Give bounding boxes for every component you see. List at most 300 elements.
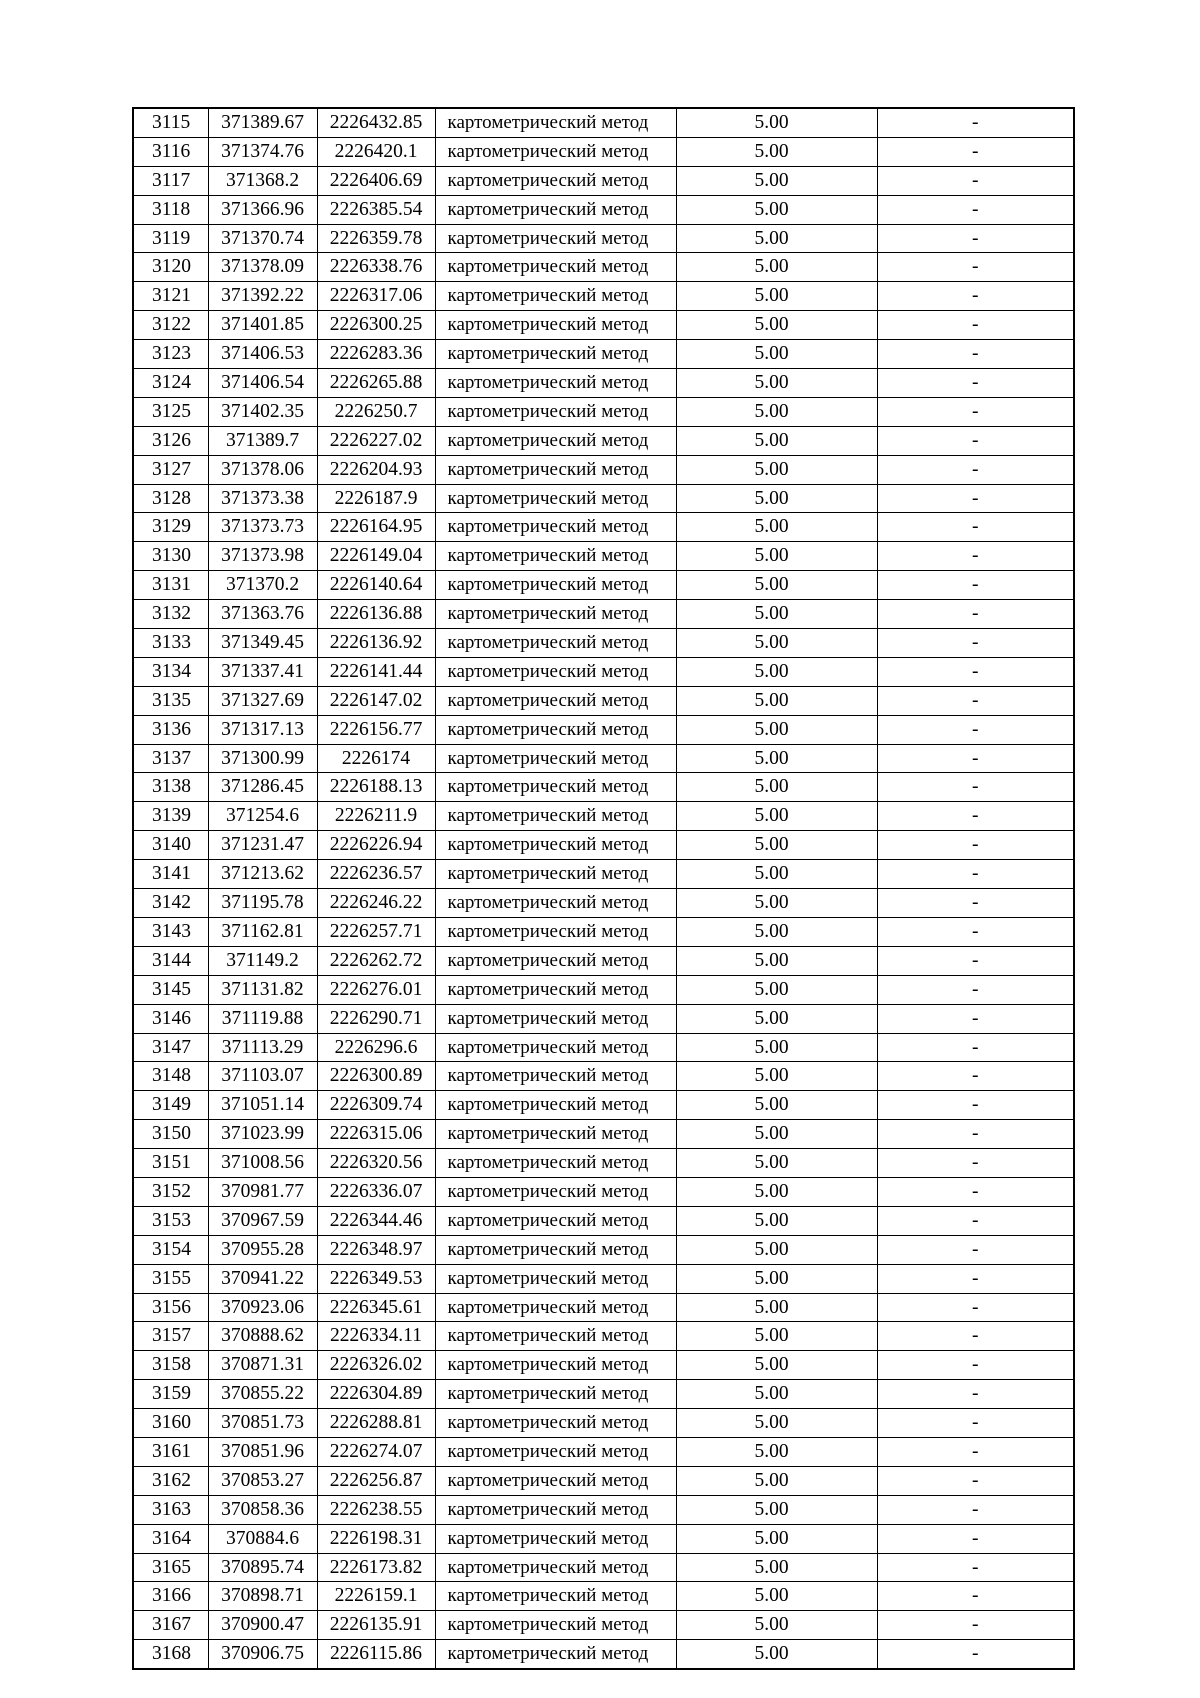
accuracy-cell-text: 5.00 [754,1325,789,1347]
method-cell [435,1640,676,1669]
method-cell-text: картометрический метод [447,805,649,827]
note-cell-text: - [972,1007,979,1029]
accuracy-cell-text: 5.00 [754,1123,789,1145]
x-coordinate-cell-text: 370851.73 [221,1412,304,1434]
method-cell [435,917,676,946]
point-number-cell-text: 3135 [152,689,191,711]
accuracy-cell [676,542,877,571]
point-number-cell-text: 3150 [152,1123,191,1145]
point-number-cell [133,629,208,658]
x-coordinate-cell [208,1582,317,1611]
x-coordinate-cell-text: 371023.99 [221,1123,304,1145]
accuracy-cell-text: 5.00 [754,343,789,365]
method-cell [435,1149,676,1178]
x-coordinate-cell-text: 370884.6 [225,1527,300,1549]
x-coordinate-cell-text: 371373.98 [221,545,304,567]
point-number-cell-text: 3139 [152,805,191,827]
accuracy-cell [676,629,877,658]
method-cell-text: картометрический метод [447,1007,649,1029]
x-coordinate-cell-text: 371363.76 [221,603,304,625]
y-coordinate-cell [317,629,435,658]
y-coordinate-cell [317,1293,435,1322]
method-cell-text: картометрический метод [447,1325,649,1347]
accuracy-cell-text: 5.00 [754,603,789,625]
y-coordinate-cell [317,1033,435,1062]
method-cell [435,455,676,484]
point-number-cell [133,397,208,426]
y-coordinate-cell-text: 2226420.1 [334,140,418,162]
y-coordinate-cell [317,311,435,340]
method-cell [435,860,676,889]
method-cell [435,629,676,658]
accuracy-cell-text: 5.00 [754,1412,789,1434]
accuracy-cell [676,686,877,715]
point-number-cell [133,166,208,195]
note-cell [877,1177,1074,1206]
point-number-cell-text: 3138 [152,776,191,798]
method-cell [435,1466,676,1495]
method-cell [435,657,676,686]
table-row [133,1004,1074,1033]
accuracy-cell-text: 5.00 [754,660,789,682]
x-coordinate-cell-text: 371378.06 [221,458,304,480]
x-coordinate-cell-text: 371389.7 [225,429,300,451]
accuracy-cell-text: 5.00 [754,429,789,451]
y-coordinate-cell-text: 2226317.06 [329,285,423,307]
point-number-cell [133,1611,208,1640]
y-coordinate-cell-text: 2226359.78 [329,227,423,249]
x-coordinate-cell-text: 371370.74 [221,227,304,249]
y-coordinate-cell-text: 2226149.04 [329,545,423,567]
point-number-cell-text: 3168 [152,1643,191,1665]
x-coordinate-cell-text: 371402.35 [221,400,304,422]
accuracy-cell-text: 5.00 [754,169,789,191]
table-row [133,1293,1074,1322]
x-coordinate-cell [208,629,317,658]
point-number-cell [133,1177,208,1206]
method-cell-text: картометрический метод [447,1498,649,1520]
table-row [133,917,1074,946]
x-coordinate-cell [208,744,317,773]
y-coordinate-cell-text: 2226136.88 [329,603,423,625]
y-coordinate-cell-text: 2226140.64 [329,574,423,596]
note-cell-text: - [972,718,979,740]
x-coordinate-cell-text: 371254.6 [225,805,300,827]
accuracy-cell [676,426,877,455]
point-number-cell-text: 3116 [152,140,191,162]
point-number-cell [133,1120,208,1149]
accuracy-cell-text: 5.00 [754,198,789,220]
point-number-cell-text: 3127 [152,458,191,480]
x-coordinate-cell [208,1640,317,1669]
y-coordinate-cell-text: 2226338.76 [329,256,423,278]
y-coordinate-cell [317,455,435,484]
table-row [133,1120,1074,1149]
note-cell [877,1351,1074,1380]
point-number-cell [133,1264,208,1293]
accuracy-cell-text: 5.00 [754,1614,789,1636]
method-cell-text: картометрический метод [447,1123,649,1145]
y-coordinate-cell-text: 2226334.11 [330,1325,422,1347]
note-cell-text: - [972,1354,979,1376]
y-coordinate-cell [317,282,435,311]
y-coordinate-cell [317,195,435,224]
accuracy-cell-text: 5.00 [754,718,789,740]
point-number-cell-text: 3153 [152,1209,191,1231]
method-cell [435,282,676,311]
x-coordinate-cell-text: 371195.78 [221,892,304,914]
accuracy-cell-text: 5.00 [754,227,789,249]
method-cell [435,1437,676,1466]
point-number-cell [133,282,208,311]
accuracy-cell-text: 5.00 [754,689,789,711]
method-cell [435,1582,676,1611]
note-cell-text: - [972,1267,979,1289]
x-coordinate-cell-text: 370923.06 [221,1296,304,1318]
table-row [133,282,1074,311]
accuracy-cell [676,108,877,137]
accuracy-cell [676,1293,877,1322]
y-coordinate-cell-text: 2226262.72 [329,949,423,971]
accuracy-cell-text: 5.00 [754,314,789,336]
note-cell [877,1004,1074,1033]
method-cell-text: картометрический метод [447,1180,649,1202]
y-coordinate-cell-text: 2226159.1 [334,1585,418,1607]
x-coordinate-cell [208,340,317,369]
table-row [133,1380,1074,1409]
table-row [133,1611,1074,1640]
y-coordinate-cell-text: 2226236.57 [329,863,423,885]
x-coordinate-cell-text: 371231.47 [221,834,304,856]
accuracy-cell-text: 5.00 [754,574,789,596]
note-cell [877,455,1074,484]
accuracy-cell [676,253,877,282]
method-cell [435,224,676,253]
y-coordinate-cell-text: 2226226.94 [329,834,423,856]
x-coordinate-cell [208,1437,317,1466]
method-cell-text: картометрический метод [447,1643,649,1665]
x-coordinate-cell-text: 370853.27 [221,1469,304,1491]
accuracy-cell [676,946,877,975]
accuracy-cell [676,137,877,166]
method-cell-text: картометрический метод [447,689,649,711]
method-cell-text: картометрический метод [447,1152,649,1174]
y-coordinate-cell-text: 2226198.31 [329,1527,423,1549]
accuracy-cell-text: 5.00 [754,400,789,422]
point-number-cell [133,137,208,166]
point-number-cell-text: 3151 [152,1152,191,1174]
table-row [133,311,1074,340]
y-coordinate-cell [317,1611,435,1640]
table-row [133,1582,1074,1611]
note-cell [877,629,1074,658]
y-coordinate-cell [317,860,435,889]
table-row [133,455,1074,484]
y-coordinate-cell [317,657,435,686]
method-cell-text: картометрический метод [447,112,649,133]
y-coordinate-cell [317,1177,435,1206]
x-coordinate-cell [208,542,317,571]
method-cell-text: картометрический метод [447,1383,649,1405]
point-number-cell [133,1495,208,1524]
accuracy-cell-text: 5.00 [754,776,789,798]
method-cell-text: картометрический метод [447,1065,649,1087]
accuracy-cell [676,455,877,484]
y-coordinate-cell [317,369,435,398]
note-cell-text: - [972,834,979,856]
note-cell-text: - [972,285,979,307]
y-coordinate-cell-text: 2226141.44 [329,660,423,682]
method-cell [435,773,676,802]
method-cell-text: картометрический метод [447,1354,649,1376]
note-cell-text: - [972,343,979,365]
y-coordinate-cell-text: 2226187.9 [334,487,418,509]
note-cell [877,137,1074,166]
method-cell-text: картометрический метод [447,169,649,191]
y-coordinate-cell [317,166,435,195]
x-coordinate-cell [208,369,317,398]
table-row [133,802,1074,831]
method-cell-text: картометрический метод [447,343,649,365]
note-cell [877,1611,1074,1640]
x-coordinate-cell [208,426,317,455]
method-cell-text: картометрический метод [447,1614,649,1636]
note-cell-text: - [972,1152,979,1174]
accuracy-cell [676,1062,877,1091]
point-number-cell [133,224,208,253]
method-cell-text: картометрический метод [447,1412,649,1434]
x-coordinate-cell-text: 370851.96 [221,1440,304,1462]
y-coordinate-cell [317,686,435,715]
method-cell-text: картометрический метод [447,863,649,885]
y-coordinate-cell [317,253,435,282]
method-cell [435,166,676,195]
table-row [133,1640,1074,1669]
x-coordinate-cell-text: 371374.76 [221,140,304,162]
note-cell-text: - [972,660,979,682]
y-coordinate-cell-text: 2226174 [341,747,411,769]
point-number-cell [133,831,208,860]
x-coordinate-cell [208,889,317,918]
accuracy-cell [676,513,877,542]
table-row [133,946,1074,975]
method-cell-text: картометрический метод [447,632,649,654]
point-number-cell-text: 3146 [152,1007,191,1029]
point-number-cell-text: 3121 [152,285,191,307]
y-coordinate-cell-text: 2226147.02 [329,689,423,711]
table-row [133,484,1074,513]
x-coordinate-cell [208,311,317,340]
accuracy-cell-text: 5.00 [754,1094,789,1116]
accuracy-cell-text: 5.00 [754,1440,789,1462]
point-number-cell-text: 3165 [152,1556,191,1578]
x-coordinate-cell-text: 371317.13 [221,718,304,740]
note-cell [877,975,1074,1004]
accuracy-cell-text: 5.00 [754,863,789,885]
x-coordinate-cell [208,1091,317,1120]
note-cell-text: - [972,689,979,711]
method-cell [435,600,676,629]
note-cell-text: - [972,574,979,596]
y-coordinate-cell [317,1351,435,1380]
accuracy-cell [676,1582,877,1611]
point-number-cell [133,1466,208,1495]
method-cell-text: картометрический метод [447,1440,649,1462]
note-cell-text: - [972,1094,979,1116]
accuracy-cell-text: 5.00 [754,1469,789,1491]
point-number-cell-text: 3166 [152,1585,191,1607]
method-cell-text: картометрический метод [447,227,649,249]
method-cell [435,831,676,860]
x-coordinate-cell [208,253,317,282]
method-cell-text: картометрический метод [447,1527,649,1549]
note-cell-text: - [972,140,979,162]
y-coordinate-cell [317,1495,435,1524]
note-cell-text: - [972,892,979,914]
note-cell-text: - [972,1412,979,1434]
table-row [133,715,1074,744]
point-number-cell [133,1553,208,1582]
x-coordinate-cell [208,484,317,513]
table-row [133,1322,1074,1351]
x-coordinate-cell-text: 371406.53 [221,343,304,365]
point-number-cell [133,1640,208,1669]
x-coordinate-cell-text: 371103.07 [221,1065,304,1087]
x-coordinate-cell-text: 371327.69 [221,689,304,711]
method-cell [435,1177,676,1206]
y-coordinate-cell [317,975,435,1004]
method-cell-text: картометрический метод [447,1267,649,1289]
table-row [133,1264,1074,1293]
accuracy-cell-text: 5.00 [754,805,789,827]
note-cell-text: - [972,487,979,509]
x-coordinate-cell-text: 370981.77 [221,1180,304,1202]
point-number-cell [133,108,208,137]
accuracy-cell [676,831,877,860]
note-cell [877,600,1074,629]
note-cell [877,1062,1074,1091]
x-coordinate-cell-text: 371349.45 [221,632,304,654]
point-number-cell-text: 3154 [152,1238,191,1260]
method-cell [435,542,676,571]
y-coordinate-cell [317,889,435,918]
point-number-cell-text: 3144 [152,949,191,971]
y-coordinate-cell [317,1640,435,1669]
accuracy-cell [676,340,877,369]
x-coordinate-cell [208,802,317,831]
accuracy-cell-text: 5.00 [754,1267,789,1289]
method-cell [435,975,676,1004]
accuracy-cell-text: 5.00 [754,256,789,278]
accuracy-cell [676,715,877,744]
note-cell [877,744,1074,773]
accuracy-cell [676,195,877,224]
method-cell-text: картометрический метод [447,516,649,538]
note-cell [877,1495,1074,1524]
y-coordinate-cell [317,224,435,253]
y-coordinate-cell-text: 2226164.95 [329,516,423,538]
note-cell [877,1640,1074,1669]
y-coordinate-cell [317,917,435,946]
table-row [133,657,1074,686]
accuracy-cell [676,1120,877,1149]
point-number-cell-text: 3142 [152,892,191,914]
point-number-cell-text: 3115 [152,112,191,133]
point-number-cell-text: 3161 [152,1440,191,1462]
accuracy-cell-text: 5.00 [754,892,789,914]
note-cell [877,253,1074,282]
x-coordinate-cell [208,946,317,975]
method-cell-text: картометрический метод [447,949,649,971]
point-number-cell-text: 3152 [152,1180,191,1202]
table-row [133,600,1074,629]
method-cell [435,889,676,918]
note-cell [877,1120,1074,1149]
accuracy-cell [676,484,877,513]
y-coordinate-cell-text: 2226309.74 [329,1094,423,1116]
method-cell [435,1004,676,1033]
note-cell-text: - [972,1036,979,1058]
accuracy-cell [676,1409,877,1438]
accuracy-cell [676,1611,877,1640]
point-number-cell-text: 3140 [152,834,191,856]
point-number-cell-text: 3118 [152,198,191,220]
table-row [133,1351,1074,1380]
y-coordinate-cell-text: 2226344.46 [329,1209,423,1231]
method-cell [435,484,676,513]
accuracy-cell-text: 5.00 [754,487,789,509]
y-coordinate-cell [317,1062,435,1091]
point-number-cell-text: 3132 [152,603,191,625]
x-coordinate-cell-text: 370906.75 [221,1643,304,1665]
accuracy-cell-text: 5.00 [754,632,789,654]
method-cell [435,1380,676,1409]
x-coordinate-cell-text: 371300.99 [221,747,304,769]
method-cell [435,1235,676,1264]
x-coordinate-cell [208,1235,317,1264]
y-coordinate-cell-text: 2226288.81 [329,1412,423,1434]
method-cell-text: картометрический метод [447,603,649,625]
accuracy-cell [676,1495,877,1524]
x-coordinate-cell [208,860,317,889]
note-cell-text: - [972,949,979,971]
accuracy-cell-text: 5.00 [754,747,789,769]
y-coordinate-cell [317,571,435,600]
point-number-cell [133,744,208,773]
point-number-cell-text: 3160 [152,1412,191,1434]
point-number-cell-text: 3122 [152,314,191,336]
x-coordinate-cell-text: 371337.41 [221,660,304,682]
method-cell-text: картометрический метод [447,198,649,220]
method-cell-text: картометрический метод [447,1238,649,1260]
point-number-cell-text: 3123 [152,343,191,365]
y-coordinate-cell-text: 2226345.61 [329,1296,423,1318]
point-number-cell [133,1582,208,1611]
x-coordinate-cell [208,195,317,224]
point-number-cell-text: 3126 [152,429,191,451]
x-coordinate-cell [208,571,317,600]
y-coordinate-cell-text: 2226115.86 [330,1643,422,1665]
note-cell-text: - [972,1614,979,1636]
x-coordinate-cell [208,1351,317,1380]
y-coordinate-cell-text: 2226315.06 [329,1123,423,1145]
y-coordinate-cell-text: 2226246.22 [329,892,423,914]
accuracy-cell [676,744,877,773]
accuracy-cell-text: 5.00 [754,285,789,307]
method-cell [435,397,676,426]
x-coordinate-cell [208,1495,317,1524]
accuracy-cell-text: 5.00 [754,372,789,394]
